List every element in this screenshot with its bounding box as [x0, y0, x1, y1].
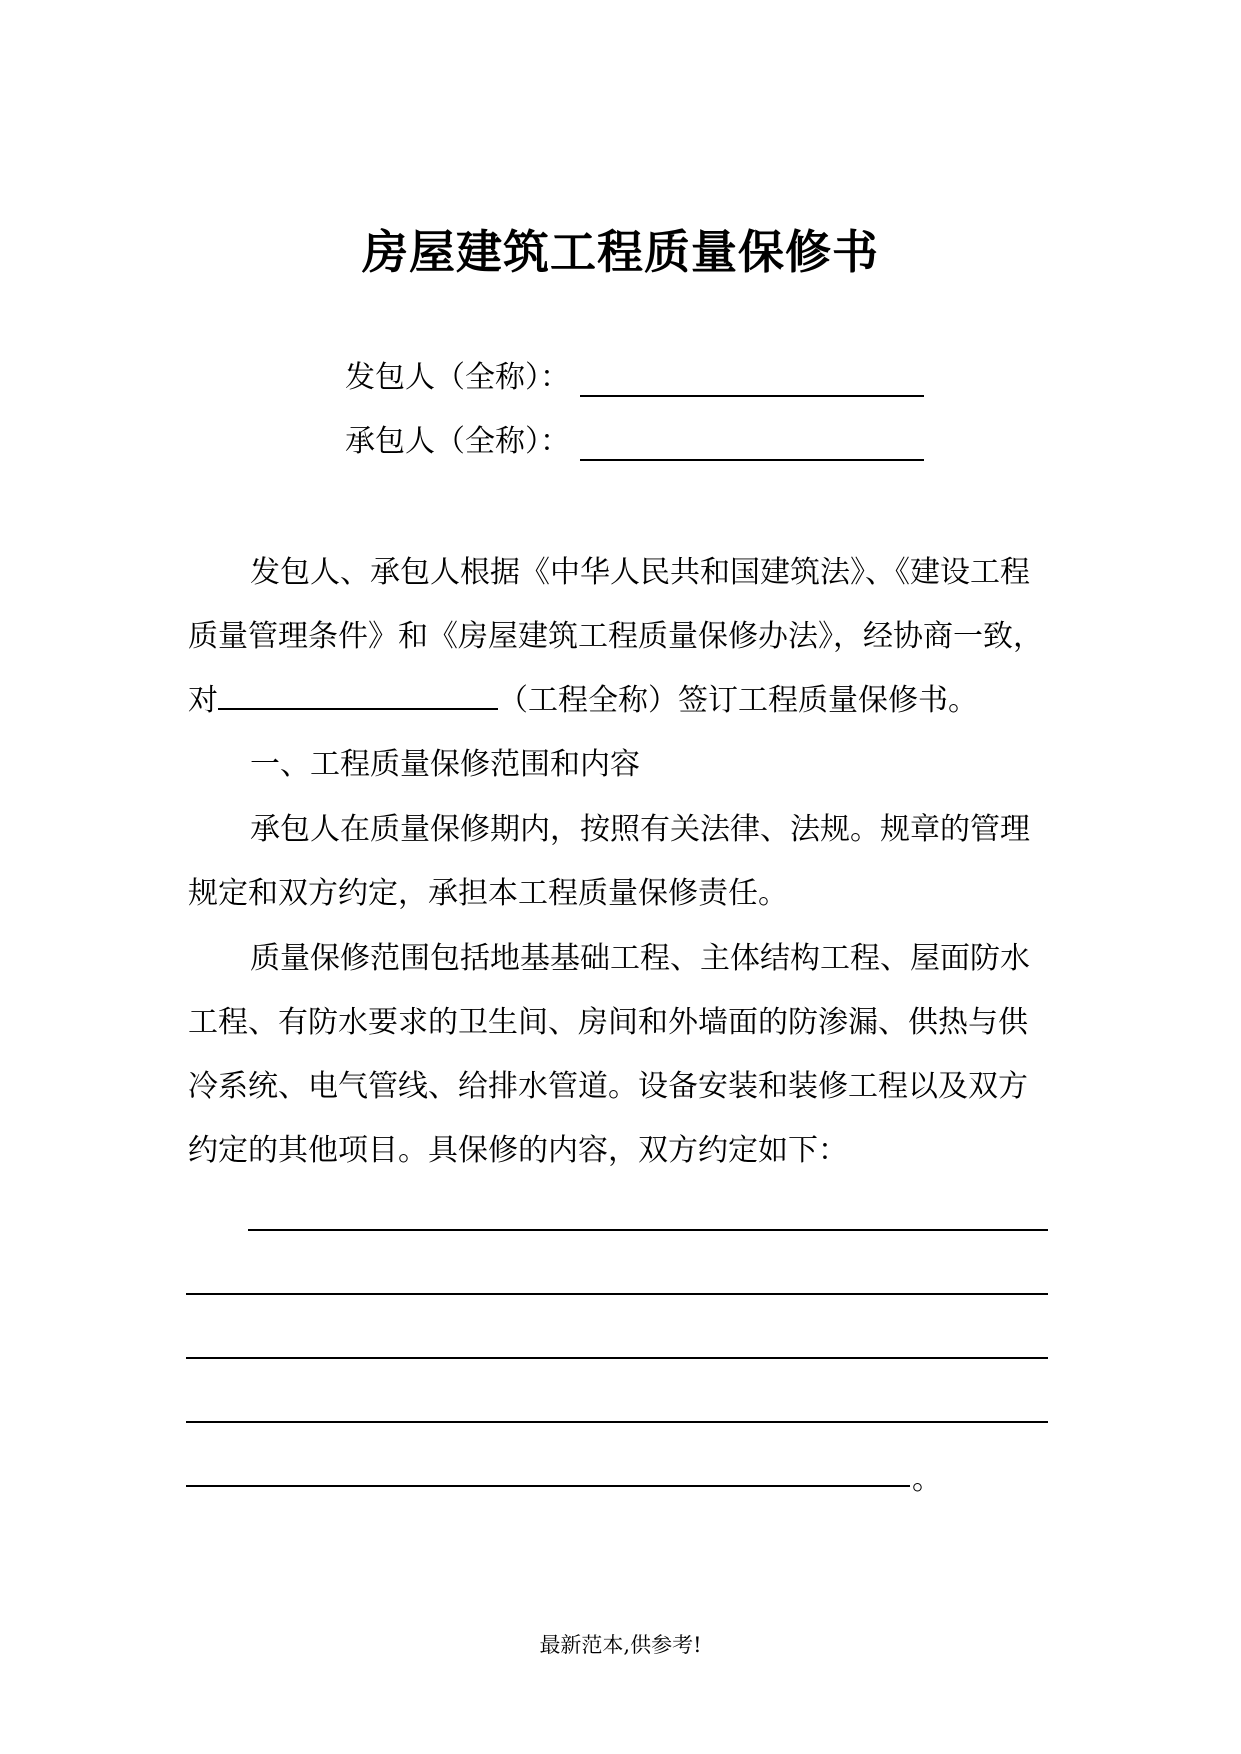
paragraph-1-line-2: 质量管理条件》和《房屋建筑工程质量保修办法》，经协商一致， [188, 619, 1043, 654]
paragraph-2-line-1: 承包人在质量保修期内，按照有关法律、法规。规章的管理 [250, 812, 1030, 847]
employer-label: 发包人（全称）： [345, 360, 570, 395]
page-footer: 最新范本,供参考! [539, 1633, 702, 1657]
content-blank-line-4[interactable] [186, 1421, 1048, 1423]
employer-name-row [345, 358, 570, 398]
document-title: 房屋建筑工程质量保修书 [362, 225, 879, 279]
paragraph-3-line-4: 约定的其他项目。具保修的内容，双方约定如下： [188, 1133, 848, 1168]
content-blank-line-2[interactable] [186, 1293, 1048, 1295]
paragraph-2-line-2: 规定和双方约定，承担本工程质量保修责任。 [188, 876, 788, 911]
paragraph-3-line-1: 质量保修范围包括地基基础工程、主体结构工程、屋面防水 [250, 941, 1030, 976]
end-period: 。 [912, 1462, 942, 1497]
content-blank-line-1[interactable] [248, 1229, 1048, 1231]
paragraph-3-line-2: 工程、有防水要求的卫生间、房间和外墙面的防渗漏、供热与供 [188, 1005, 1028, 1040]
section-1-heading: 一、工程质量保修范围和内容 [250, 747, 640, 782]
paragraph-1-prefix: 对 [188, 683, 218, 718]
paragraph-1-line-3 [188, 681, 978, 721]
contractor-label: 承包人（全称）： [345, 424, 570, 459]
content-blank-line-3[interactable] [186, 1357, 1048, 1359]
paragraph-1-line-1: 发包人、承包人根据《中华人民共和国建筑法》、《建设工程 [250, 555, 1030, 590]
paragraph-3-line-3: 冷系统、电气管线、给排水管道。设备安装和装修工程以及双方 [188, 1069, 1028, 1104]
contractor-name-blank[interactable] [580, 459, 924, 461]
content-blank-line-5[interactable] [186, 1485, 910, 1487]
paragraph-1-suffix: （工程全称）签订工程质量保修书。 [498, 683, 978, 718]
employer-name-blank[interactable] [580, 395, 924, 397]
project-name-blank[interactable] [218, 707, 498, 710]
contractor-name-row [345, 422, 570, 462]
